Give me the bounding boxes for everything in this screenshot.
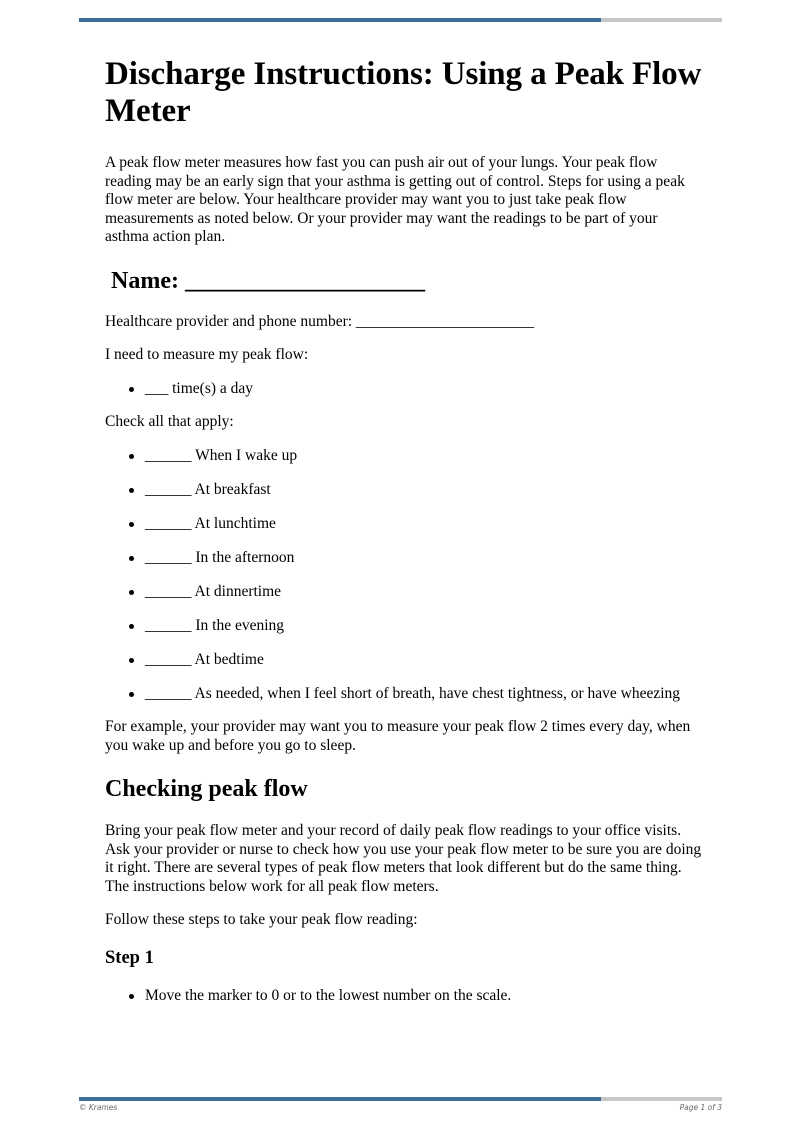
top-rule-grey — [601, 18, 722, 22]
follow-steps-paragraph: Follow these steps to take your peak flow reading: — [105, 911, 418, 928]
list-item: ______ As needed, when I feel short of breath, have chest tightness, or have wheezing — [105, 685, 705, 704]
list-item: ______ At breakfast — [105, 481, 705, 500]
list-item: ___ time(s) a day — [105, 380, 705, 399]
step-1-heading: Step 1 — [105, 947, 154, 968]
provider-phone-line: Healthcare provider and phone number: _______________________ — [105, 312, 535, 330]
times-list — [105, 447, 705, 704]
intro-paragraph: A peak flow meter measures how fast you can push air out of your lungs. Your peak flow reading may be an early sign that your asthma is getting out of control. Steps for using a peak flow meter are below. Your healthcare provider may want you to just take peak flow measurements as noted below. Or your provider may want the readings to be part of your asthma action plan. — [105, 154, 685, 245]
document-content — [105, 56, 705, 1005]
footer-copyright: © Krames — [79, 1103, 118, 1112]
step-1-list — [105, 987, 705, 1006]
list-item: ______ At lunchtime — [105, 515, 705, 534]
list-item: ______ At dinnertime — [105, 583, 705, 602]
list-item: ______ When I wake up — [105, 447, 705, 466]
checking-heading: Checking peak flow — [105, 776, 308, 802]
frequency-list — [105, 380, 705, 399]
top-rule — [79, 18, 722, 22]
name-field-heading: Name: ____________________ — [111, 267, 425, 294]
list-item: ______ At bedtime — [105, 651, 705, 670]
bottom-rule-blue — [79, 1097, 601, 1101]
list-item: ______ In the evening — [105, 617, 705, 636]
top-rule-blue — [79, 18, 601, 22]
checking-paragraph: Bring your peak flow meter and your record of daily peak flow readings to your office visits. Ask your provider or nurse to check how you use your peak flow meter to be sure you are doing it right. There are several types of peak flow meters that look different but do the same thing. The instructions below work for all peak flow meters. — [105, 822, 702, 895]
example-paragraph: For example, your provider may want you to measure your peak flow 2 times every day, when you wake up and before you go to sleep. — [105, 718, 691, 754]
check-label: Check all that apply: — [105, 413, 234, 430]
page-title: Discharge Instructions: Using a Peak Flow Meter — [105, 56, 702, 129]
measure-label: I need to measure my peak flow: — [105, 346, 309, 363]
bottom-rule-grey — [601, 1097, 722, 1101]
bottom-rule — [79, 1097, 722, 1101]
list-item: ______ In the afternoon — [105, 549, 705, 568]
list-item: Move the marker to 0 or to the lowest number on the scale. — [105, 987, 705, 1006]
footer-page-number: Page 1 of 3 — [679, 1103, 722, 1112]
